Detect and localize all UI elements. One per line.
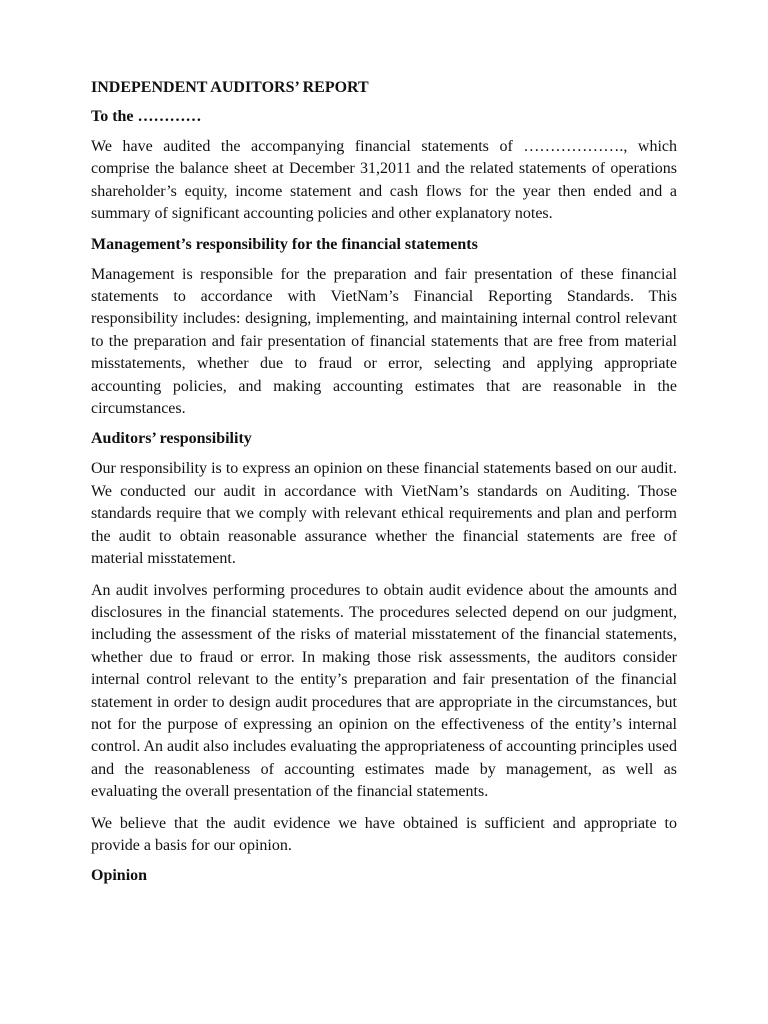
auditors-heading: Auditors’ responsibility [91, 430, 252, 448]
management-heading: Management’s responsibility for the financial statements [91, 235, 478, 253]
intro-paragraph: We have audited the accompanying financial statements of ………………., which comprise the balance sheet at December 31,2011 and the related statements of operations shareholder’s equity, income statement and cash flows for the year then ended and a summary of significant accounting policies and other explanatory notes. [91, 138, 677, 223]
auditors-paragraph-1: Our responsibility is to express an opinion on these financial statements based on our audit. We conducted our audit in accordance with VietNam’s standards on Auditing. Those standards require that we comply with relevant ethical requirements and plan and perform the audit to obtain reasonable assurance whether the financial statements are free of material misstatement. [91, 460, 677, 568]
addressee: To the ………… [91, 108, 202, 125]
auditors-paragraph-2: An audit involves performing procedures to obtain audit evidence about the amounts and disclosures in the financial statements. The procedures selected depend on our judgment, including the assessment of the risks of material misstatement of the financial statements, whether due to fraud or error. In making those risk assessments, the auditors consider internal control relevant to the entity’s preparation and fair presentation of the financial statement in order to design audit procedures that are appropriate in the circumstances, but not for the purpose of expressing an opinion on the effectiveness of the entity’s internal control. An audit also includes evaluating the appropriateness of accounting principles used and the reasonableness of accounting estimates made by management, as well as evaluating the overall presentation of the financial statements. [91, 581, 677, 801]
management-paragraph: Management is responsible for the preparation and fair presentation of these financial statements to accordance with VietNam’s Financial Reporting Standards. This responsibility includes: designing, implementing, and maintaining internal control relevant to the preparation and fair presentation of financial statements that are free from material misstatements, whether due to fraud or error, selecting and applying appropriate accounting policies, and making accounting estimates that are reasonable in the circumstances. [91, 265, 677, 418]
auditors-paragraph-3: We believe that the audit evidence we have obtained is sufficient and appropriate to provide a basis for our opinion. [91, 814, 677, 854]
report-title: INDEPENDENT AUDITORS’ REPORT [91, 79, 369, 96]
opinion-heading: Opinion [91, 867, 148, 885]
